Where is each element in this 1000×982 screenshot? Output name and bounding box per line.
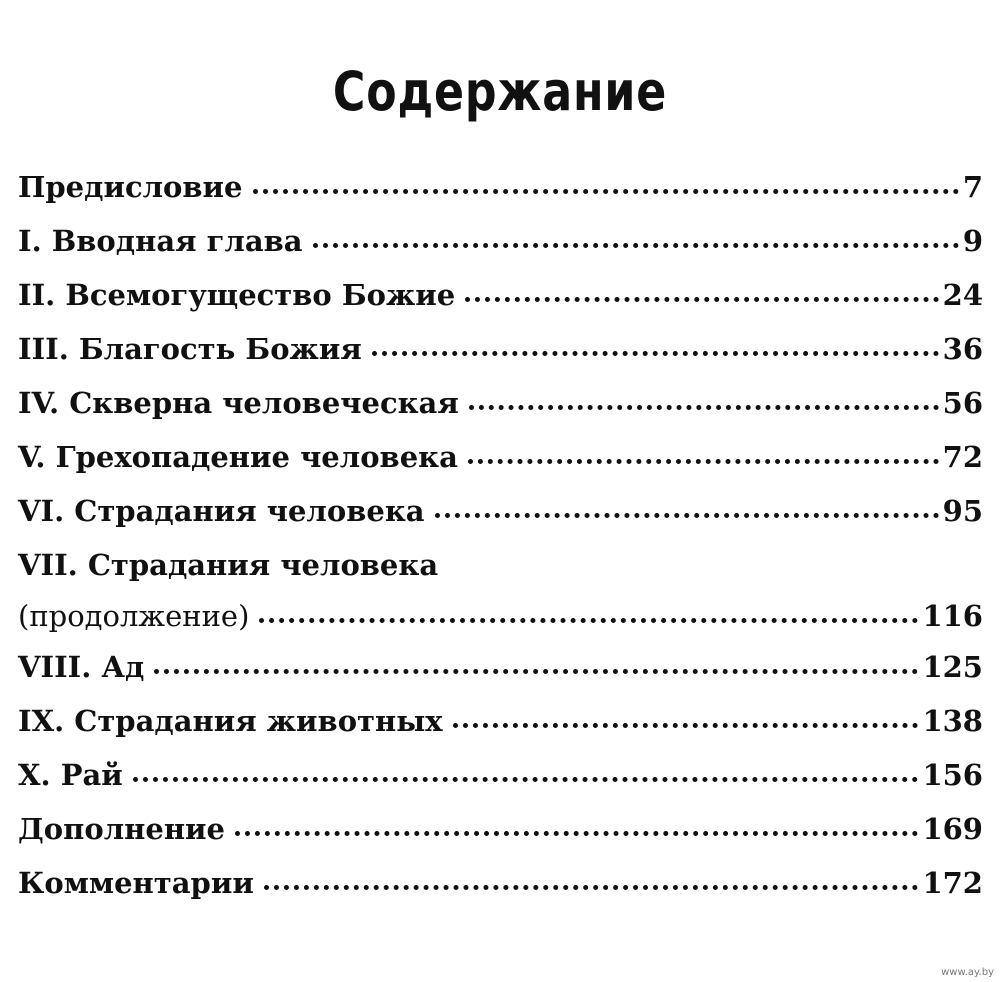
- toc-entry: [18, 802, 983, 856]
- watermark: www.ay.by: [941, 967, 994, 978]
- toc-entry-label: I. Вводная глава: [18, 224, 303, 258]
- toc-entry: [18, 214, 983, 268]
- toc-entry: [18, 430, 983, 484]
- toc-entry-page: 7: [962, 170, 983, 204]
- dot-leader: [264, 885, 919, 890]
- toc-entry-page: 72: [942, 440, 983, 474]
- toc-entry: [18, 538, 983, 640]
- dot-leader: [465, 297, 938, 302]
- toc-entry-sublabel: (продолжение): [18, 599, 250, 633]
- dot-leader: [259, 618, 918, 623]
- toc-entry-label: III. Благость Божия: [18, 332, 362, 366]
- toc-entry-label: IX. Страдания животных: [18, 704, 443, 738]
- dot-leader: [235, 831, 918, 836]
- toc-entry: [18, 268, 983, 322]
- dot-leader: [435, 513, 939, 518]
- toc-entry: [18, 748, 983, 802]
- toc-entry-page: 56: [942, 386, 983, 420]
- toc-entry-page: 9: [962, 224, 983, 258]
- toc-entry-label: Комментарии: [18, 866, 254, 900]
- toc-entry-label: II. Всемогущество Божие: [18, 278, 456, 312]
- toc-entry-page: 36: [942, 332, 983, 366]
- toc-entry-label: IV. Скверна человеческая: [18, 386, 459, 420]
- toc-entry: [18, 640, 983, 694]
- toc-entry-label: Предисловие: [18, 170, 243, 204]
- toc-entry: [18, 376, 983, 430]
- dot-leader: [468, 459, 939, 464]
- toc-entry-page: 24: [942, 278, 983, 312]
- toc-entry-label: VIII. Ад: [18, 650, 145, 684]
- toc-entry: [18, 694, 983, 748]
- toc-entry: [18, 856, 983, 910]
- table-of-contents: [18, 160, 983, 910]
- toc-entry: [18, 322, 983, 376]
- toc-entry-label: X. Рай: [18, 758, 123, 792]
- dot-leader: [453, 723, 919, 728]
- dot-leader: [313, 243, 959, 248]
- toc-entry: [18, 484, 983, 538]
- toc-entry-page: 156: [922, 758, 983, 792]
- toc-entry-page: 116: [922, 599, 983, 633]
- toc-entry-label: VI. Страдания человека: [18, 494, 425, 528]
- toc-entry-page: 95: [942, 494, 983, 528]
- toc-entry-label: Дополнение: [18, 812, 226, 846]
- dot-leader: [372, 351, 939, 356]
- toc-entry-page: 172: [922, 866, 983, 900]
- toc-entry: [18, 160, 983, 214]
- dot-leader: [154, 669, 918, 674]
- toc-entry-page: 169: [922, 812, 983, 846]
- toc-entry-page: 138: [922, 704, 983, 738]
- toc-entry-page: 125: [922, 650, 983, 684]
- toc-entry-label: V. Грехопадение человека: [18, 440, 458, 474]
- toc-entry-label: VII. Страдания человека: [18, 548, 439, 582]
- dot-leader: [469, 405, 939, 410]
- dot-leader: [253, 189, 959, 194]
- dot-leader: [133, 777, 919, 782]
- page-title: Содержание: [332, 60, 668, 123]
